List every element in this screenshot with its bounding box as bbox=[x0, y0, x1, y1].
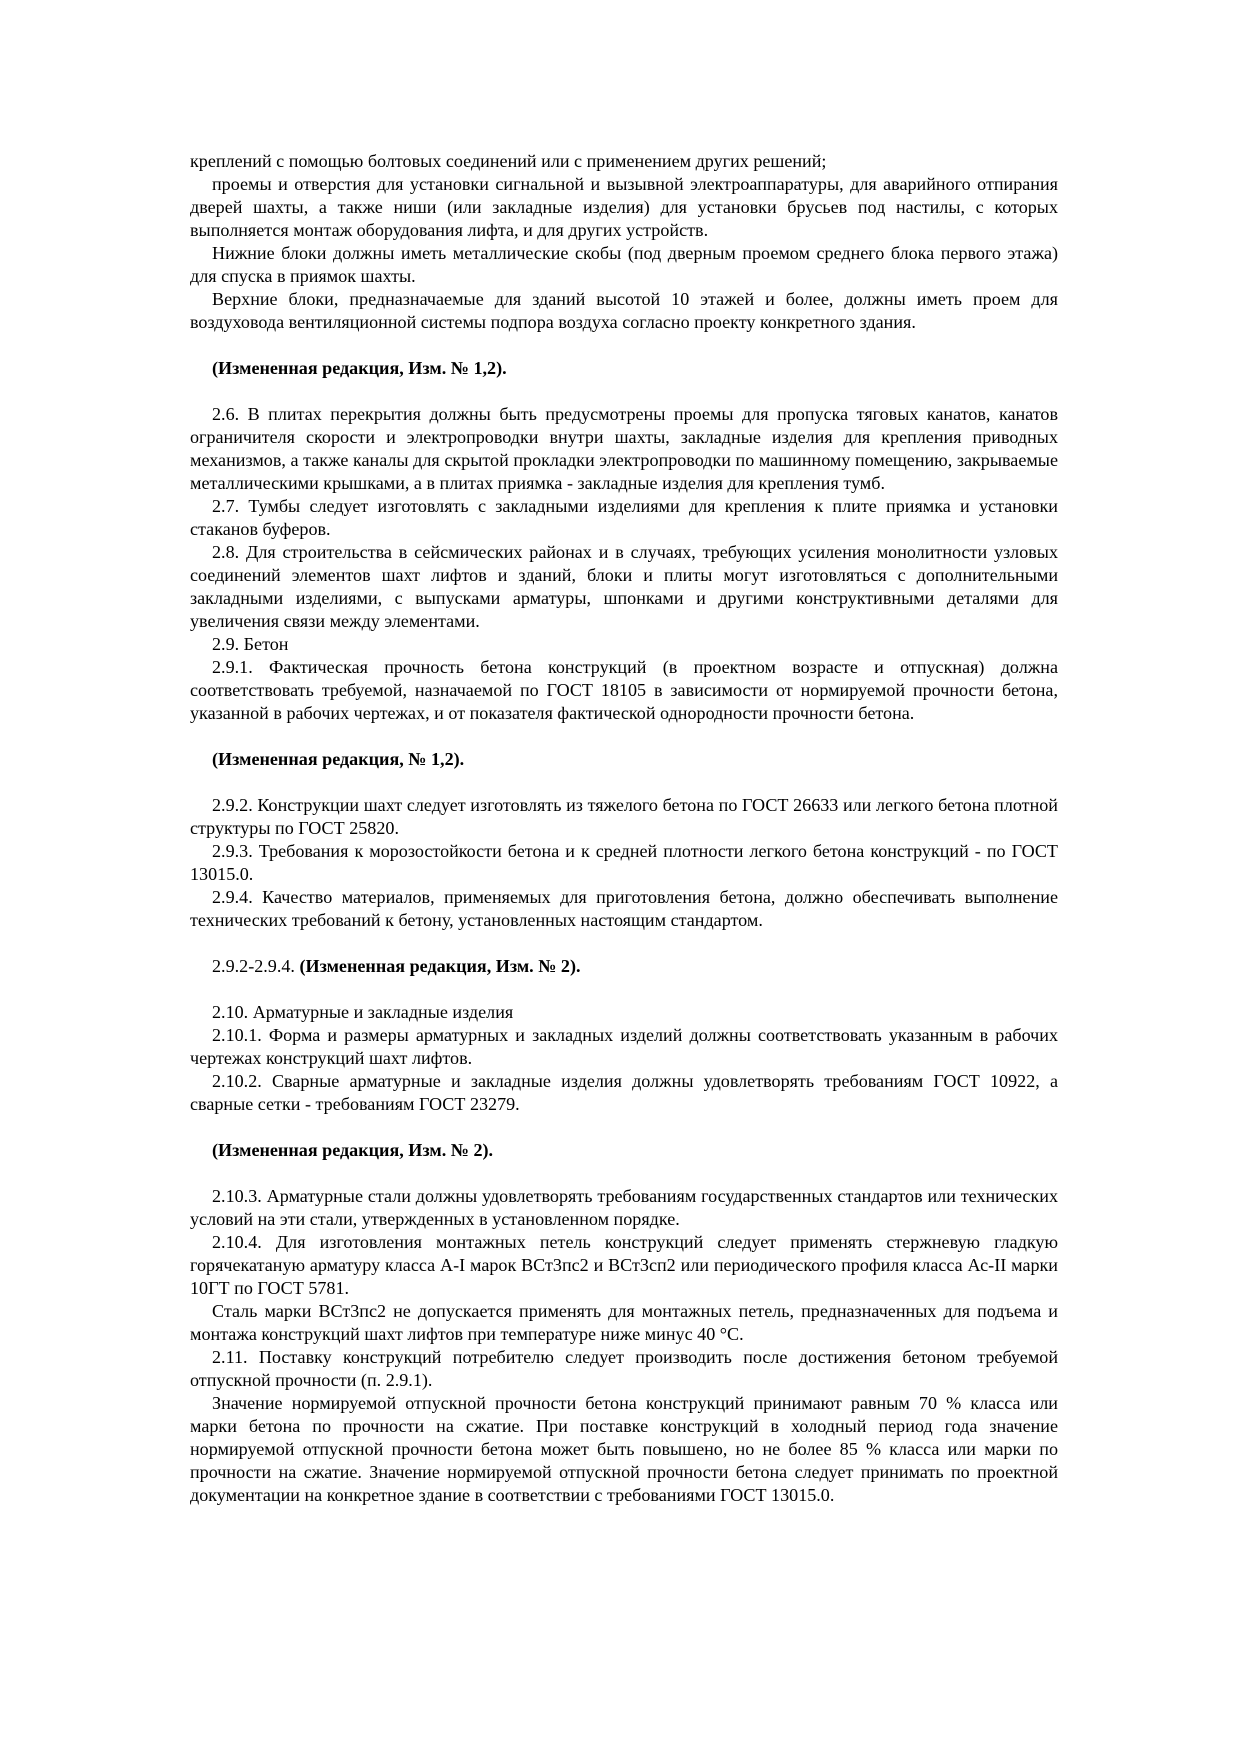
paragraph-lower-blocks: Нижние блоки должны иметь металлические скобы (под дверным проемом среднего блока первого этажа) для спуска в приямок шахты. bbox=[190, 243, 1058, 286]
clause-2-10-2: 2.10.2. Сварные арматурные и закладные изделия должны удовлетворять требованиям ГОСТ 10922, а сварные сетки - требованиям ГОСТ 23279. bbox=[190, 1071, 1058, 1114]
clause-2-10-1: 2.10.1. Форма и размеры арматурных и закладных изделий должны соответствовать указанным в рабочих чертежах конструкций шахт лифтов. bbox=[190, 1025, 1058, 1068]
clause-2-9-3: 2.9.3. Требования к морозостойкости бетона и к средней плотности легкого бетона конструкций - по ГОСТ 13015.0. bbox=[190, 841, 1058, 884]
amendment-note-1: (Измененная редакция, Изм. № 1,2). bbox=[212, 358, 507, 378]
amendment-note-3 bbox=[190, 955, 1058, 978]
clause-2-8: 2.8. Для строительства в сейсмических районах и в случаях, требующих усиления монолитности узловых соединений элементов шахт лифтов и зданий, блоки и плиты могут изготовляться с дополнительными закладными изделиями, с выпусками арматуры, шпонками и другими конструктивными деталями для увеличения связи между элементами. bbox=[190, 542, 1058, 631]
amendment-note-4: (Измененная редакция, Изм. № 2). bbox=[212, 1140, 494, 1160]
clause-2-9-4: 2.9.4. Качество материалов, применяемых для приготовления бетона, должно обеспечивать выполнение технических требований к бетону, установленных настоящим стандартом. bbox=[190, 887, 1058, 930]
clause-2-11: 2.11. Поставку конструкций потребителю следует производить после достижения бетоном требуемой отпускной прочности (п. 2.9.1). bbox=[190, 1347, 1058, 1390]
clause-2-7: 2.7. Тумбы следует изготовлять с закладными изделиями для крепления к плите приямка и установки стаканов буферов. bbox=[190, 496, 1058, 539]
clause-2-10-3: 2.10.3. Арматурные стали должны удовлетворять требованиям государственных стандартов или технических условий на эти стали, утвержденных в установленном порядке. bbox=[190, 1186, 1058, 1229]
amendment-note-3-range: 2.9.2-2.9.4. bbox=[212, 956, 295, 976]
paragraph-release-strength: Значение нормируемой отпускной прочности бетона конструкций принимают равным 70 % класса или марки бетона по прочности на сжатие. При поставке конструкций в холодный период года значение нормируемой отпускной прочности бетона может быть повышено, но не более 85 % класса или марки по прочности на сжатие. Значение нормируемой отпускной прочности бетона следует принимать по проектной документации на конкретное здание в соответствии с требованиями ГОСТ 13015.0. bbox=[190, 1393, 1058, 1505]
clause-2-10-heading: 2.10. Арматурные и закладные изделия bbox=[212, 1002, 514, 1022]
clause-2-9-heading: 2.9. Бетон bbox=[212, 634, 289, 654]
paragraph-upper-blocks: Верхние блоки, предназначаемые для зданий высотой 10 этажей и более, должны иметь проем для воздуховода вентиляционной системы подпора воздуха согласно проекту конкретного здания. bbox=[190, 289, 1058, 332]
amendment-note-2: (Измененная редакция, № 1,2). bbox=[212, 749, 465, 769]
paragraph-steel-restriction: Сталь марки ВСт3пс2 не допускается применять для монтажных петель, предназначенных для подъема и монтажа конструкций шахт лифтов при температуре ниже минус 40 °С. bbox=[190, 1301, 1058, 1344]
paragraph-fastening-continuation: креплений с помощью болтовых соединений или с применением других решений; bbox=[190, 151, 827, 171]
clause-2-10-4: 2.10.4. Для изготовления монтажных петель конструкций следует применять стержневую гладкую горячекатаную арматуру класса А-I марок ВСт3пс2 и ВСт3сп2 или периодического профиля класса Ас-II марки 10ГТ по ГОСТ 5781. bbox=[190, 1232, 1058, 1298]
clause-2-9-2: 2.9.2. Конструкции шахт следует изготовлять из тяжелого бетона по ГОСТ 26633 или легкого бетона плотной структуры по ГОСТ 25820. bbox=[190, 795, 1058, 838]
clause-2-6: 2.6. В плитах перекрытия должны быть предусмотрены проемы для пропуска тяговых канатов, канатов ограничителя скорости и электропроводки внутри шахты, закладные изделия для крепления приводных механизмов, а также каналы для скрытой прокладки электропроводки по машинному помещению, закрываемые металлическими крышками, а в плитах приямка - закладные изделия для крепления тумб. bbox=[190, 404, 1058, 493]
paragraph-openings: проемы и отверстия для установки сигнальной и вызывной электроаппаратуры, для аварийного отпирания дверей шахты, а также ниши (или закладные изделия) для установки брусьев под настилы, с которых выполняется монтаж оборудования лифта, и для других устройств. bbox=[190, 174, 1058, 240]
amendment-note-3-text: (Измененная редакция, Изм. № 2). bbox=[299, 956, 581, 976]
clause-2-9-1: 2.9.1. Фактическая прочность бетона конструкций (в проектном возрасте и отпускная) должна соответствовать требуемой, назначаемой по ГОСТ 18105 в зависимости от нормируемой прочности бетона, указанной в рабочих чертежах, и от показателя фактической однородности прочности бетона. bbox=[190, 657, 1058, 723]
document-body bbox=[190, 150, 1058, 1507]
